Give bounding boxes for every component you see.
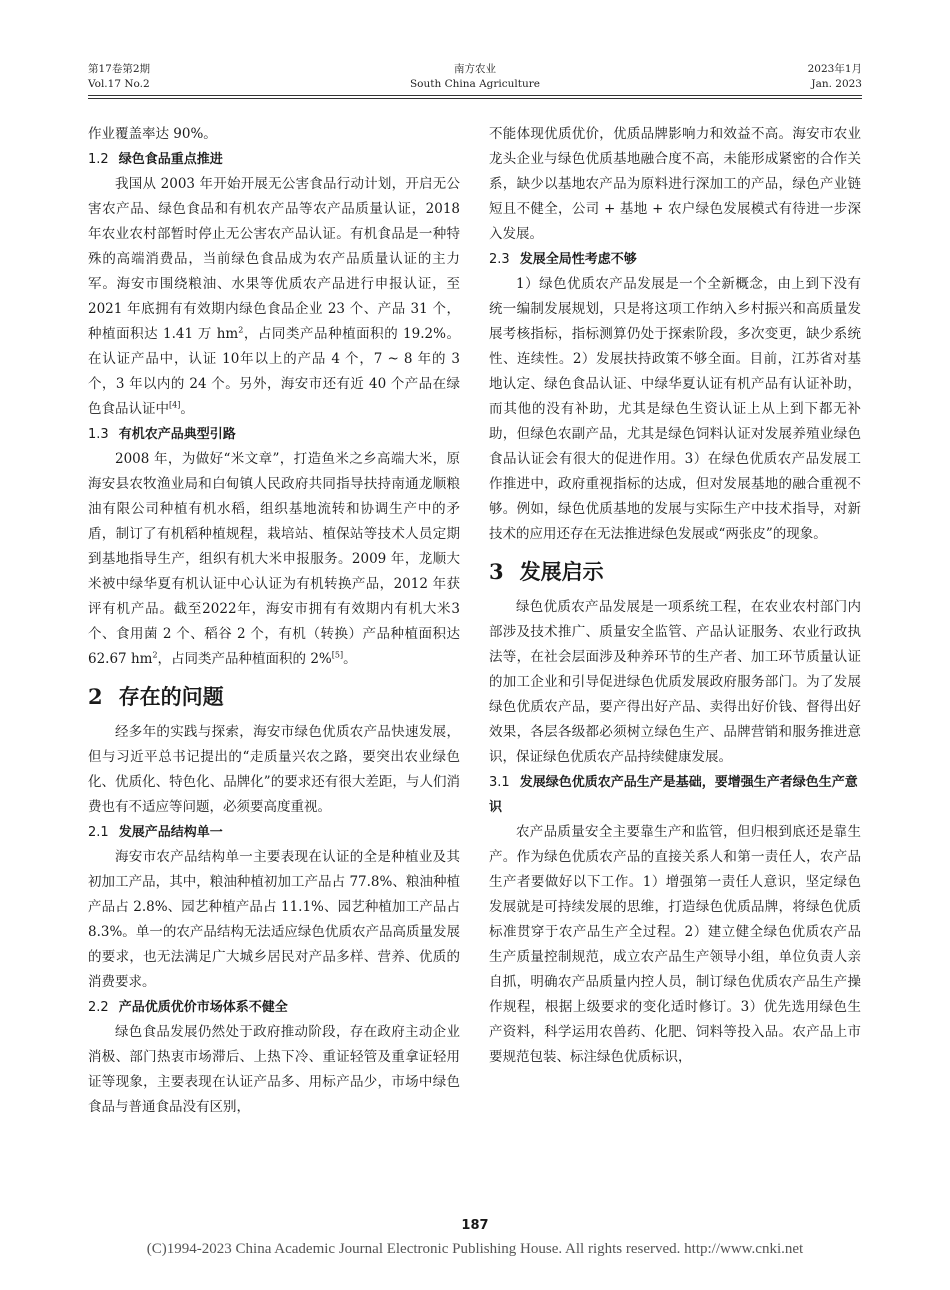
section-heading-2-1 <box>88 820 460 845</box>
section-number: 2.2 <box>88 1000 109 1015</box>
chapter-heading-2 <box>88 682 460 712</box>
header-issue-cn: 第17卷第2期 <box>88 63 151 75</box>
section-heading-3-1 <box>489 770 861 820</box>
paragraph-1-2 <box>88 172 460 422</box>
section-number: 2.1 <box>88 825 109 840</box>
page-number: 187 <box>461 1218 489 1233</box>
header-title-cn: 南方农业 <box>454 63 496 75</box>
chapter-heading-3 <box>489 557 861 587</box>
header-rule-thick <box>88 95 862 96</box>
section-title: 有机农产品典型引路 <box>118 427 236 442</box>
header-title-en: South China Agriculture <box>409 78 540 90</box>
section-heading-2-3 <box>489 247 861 272</box>
header-rule-thin <box>88 98 862 99</box>
text-run: ，占同类产品种植面积的 2% <box>157 651 332 667</box>
right-column <box>489 122 861 1070</box>
header-date <box>808 62 862 92</box>
paragraph-3: 绿色优质农产品发展是一项系统工程，在农业农村部门内部涉及技术推广、质量安全监管、产品认证服务、农业行政执法等，在社会层面涉及种养环节的生产者、加工环节质量认证的加工企业和引导促进绿色优质发展政府服务部门。为了发展绿色优质农产品，要产得出好产品、卖得出好价钱、督得出好效果，各层各级都必须树立绿色生产、品牌营销和服务推进意识，保证绿色优质农产品持续健康发展。 <box>489 599 861 765</box>
superscript: 2 <box>238 325 244 335</box>
section-heading-1-3 <box>88 422 460 447</box>
text-run: 。 <box>180 401 194 417</box>
section-number: 1.3 <box>88 427 109 442</box>
paragraph-1-3 <box>88 447 460 672</box>
paragraph-3-1: 农产品质量安全主要靠生产和监管，但归根到底还是靠生产。作为绿色优质农产品的直接关系人和第一责任人，农产品生产者要做好以下工作。1）增强第一责任人意识，坚定绿色发展就是可持续发展的思维，打造绿色优质品牌，将绿色优质标准贯穿于农产品生产全过程。2）建立健全绿色优质农产品生产质量控制规范，成立农产品生产领导小组，单位负责人亲自抓，明确农产品质量内控人员，制订绿色优质农产品生产操作规程，根据上级要求的变化适时修订。3）优先选用绿色生产资料，科学运用农兽药、化肥、饲料等投入品。农产品上市要规范包装、标注绿色优质标识， <box>489 824 861 1065</box>
header-date-cn: 2023年1月 <box>807 63 862 75</box>
text-run: 2008 年，为做好“米文章”，打造鱼米之乡高端大米，原海安县农牧渔业局和白甸镇人民政府共同指导扶持南通龙顺粮油有限公司种植有机水稻，组织基地流转和协调生产中的矛盾，制订了有机稻种植规程，栽培站、植保站等技术人员定期到基地指导生产，组织有机大米申报服务。2009 年，龙顺大米被中绿华夏有机认证中心认证为有机转换产品，2012 年获评有机产品。截至2022年，海安市拥有有效期内有机大米3个、食用菌 2 个、稻谷 2 个，有机（转换）产品种植面积达 62.67 hm <box>88 451 460 667</box>
section-number: 1.2 <box>88 152 109 167</box>
section-number: 2.3 <box>489 252 510 267</box>
paragraph-2-2: 绿色食品发展仍然处于政府推动阶段，存在政府主动企业消极、部门热衷市场滞后、上热下冷、重证轻管及重拿证轻用证等现象，主要表现在认证产品多、用标产品少，市场中绿色食品与普通食品没有区别， <box>88 1024 460 1115</box>
paragraph-continued: 不能体现优质优价，优质品牌影响力和效益不高。海安市农业龙头企业与绿色优质基地融合度不高，未能形成紧密的合作关系，缺少以基地农产品为原料进行深加工的产品，绿色产业链短且不健全，公司 + 基地 + 农户绿色发展模式有待进一步深入发展。 <box>489 126 861 242</box>
text-run: 。 <box>343 651 357 667</box>
section-title: 发展全局性考虑不够 <box>519 252 637 267</box>
section-title: 发展产品结构单一 <box>118 825 223 840</box>
section-heading-1-2 <box>88 147 460 172</box>
citation-ref: [4] <box>169 400 181 410</box>
paragraph-2: 经多年的实践与探索，海安市绿色优质农产品快速发展，但与习近平总书记提出的“走质量兴农之路，要突出农业绿色化、优质化、特色化、品牌化”的要求还有很大差距，与人们消费也有不适应等问题，必须要高度重视。 <box>88 724 460 815</box>
chapter-number: 2 <box>88 684 103 709</box>
chapter-title: 发展启示 <box>519 559 604 584</box>
copyright-notice: (C)1994-2023 China Academic Journal Electronic Publishing House. All rights reserved. http://www.cnki.net <box>146 1241 804 1257</box>
text-run: 我国从 2003 年开始开展无公害食品行动计划，开启无公害农产品、绿色食品和有机农产品等农产品质量认证，2018 年农业农村部暂时停止无公害农产品认证。有机食品是一种特殊的高端消费品，当前绿色食品成为农产品质量认证的主力军。海安市围绕粮油、水果等优质农产品进行申报认证，至 2021 年底拥有有效期内绿色食品企业 23 个、产品 31 个，种植面积达 1.41 万 hm <box>88 176 460 342</box>
paragraph-2-1: 海安市农产品结构单一主要表现在认证的全是种植业及其初加工产品，其中，粮油种植初加工产品占 77.8%、粮油种植产品占 2.8%、园艺种植产品占 11.1%、园艺种植加工产品占 8.3%。单一的农产品结构无法适应绿色优质农产品高质量发展的要求，也无法满足广大城乡居民对产品多样、营养、优质的消费要求。 <box>88 849 460 990</box>
section-title: 产品优质优价市场体系不健全 <box>118 1000 288 1015</box>
section-title: 发展绿色优质农产品生产是基础，要增强生产者绿色生产意识 <box>489 775 858 815</box>
left-column <box>88 122 460 1120</box>
superscript: 2 <box>152 650 158 660</box>
section-number: 3.1 <box>489 775 510 790</box>
chapter-number: 3 <box>489 559 504 584</box>
paragraph-intro: 作业覆盖率达 90%。 <box>88 126 217 142</box>
text-run: ，占同类产品种植面积的 19.2%。在认证产品中，认证 10年以上的产品 4 个，7 ~ 8 年的 3 个，3 年以内的 24 个。另外，海安市还有近 40 个产品在绿色食品认证中 <box>88 326 460 417</box>
section-title: 绿色食品重点推进 <box>118 152 223 167</box>
section-heading-2-2 <box>88 995 460 1020</box>
citation-ref: [5] <box>331 650 344 660</box>
chapter-title: 存在的问题 <box>118 684 224 709</box>
header-date-en: Jan. 2023 <box>811 78 862 90</box>
paragraph-2-3: 1）绿色优质农产品发展是一个全新概念，由上到下没有统一编制发展规划，只是将这项工作纳入乡村振兴和高质量发展考核指标，指标测算仍处于探索阶段，多次变更，缺少系统性、连续性。2）发展扶持政策不够全面。目前，江苏省对基地认定、绿色食品认证、中绿华夏认证有机产品有认证补助，而其他的没有补助，尤其是绿色生资认证上从上到下都无补助，但绿色农副产品，尤其是绿色饲料认证对发展养殖业绿色食品认证会有很大的促进作用。3）在绿色优质农产品发展工作推进中，政府重视指标的达成，但对发展基地的融合重视不够。例如，绿色优质基地的发展与实际生产中技术指导，对新技术的应用还存在无法推进绿色发展或“两张皮”的现象。 <box>489 276 861 542</box>
header-issue-en: Vol.17 No.2 <box>88 78 150 90</box>
